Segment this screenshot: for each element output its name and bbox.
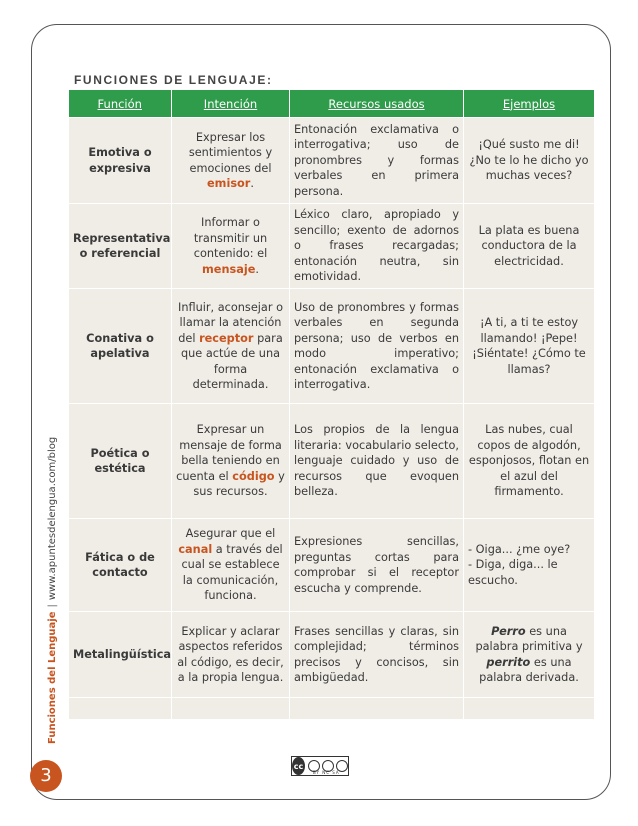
sidebar-brand: Funciones del Lenguaje — [47, 611, 58, 744]
resources-cell: Frases sencillas y claras, sin complejidad; términos precisos y concisos, sin ambigüedad. — [290, 612, 464, 698]
intention-keyword: receptor — [199, 331, 254, 345]
intention-keyword: código — [232, 469, 275, 483]
intention-text: . — [255, 262, 259, 276]
sidebar-credit — [47, 437, 58, 744]
table-row — [69, 612, 595, 698]
function-name: Metalingüística — [69, 612, 172, 698]
intention-text: . — [250, 177, 254, 190]
example-text: es una palabra derivada. — [479, 655, 579, 684]
example-keyword: Perro — [491, 624, 526, 638]
example-keyword: perrito — [486, 655, 531, 669]
intention-text: Influir, aconsejar o llamar la atención del — [178, 300, 283, 345]
header-recursos: Recursos usados — [290, 90, 464, 118]
page-title: FUNCIONES DE LENGUAJE: — [74, 73, 273, 87]
page-number: 3 — [30, 760, 62, 792]
example-text: es una palabra primitiva y — [475, 624, 583, 653]
intention-text: a través del cual se establece la comunicación, funciona. — [181, 542, 283, 603]
table-row — [69, 519, 595, 612]
header-funcion: Función — [69, 90, 172, 118]
intention-text: Expresar los sentimientos y emociones del — [188, 130, 273, 175]
example-cell — [464, 612, 595, 698]
sidebar-url[interactable]: www.apuntesdelengua.com/blog — [47, 436, 58, 601]
resources-cell: Léxico claro, apropiado y sencillo; exento de adornos o frases recargadas; entonación neutra, sin emotividad. — [290, 204, 464, 289]
intention-cell — [172, 204, 290, 289]
intention-text: Asegurar que el — [185, 527, 276, 541]
resources-cell: Uso de pronombres y formas verbales en segunda persona; uso de verbos en modo imperativo; entonación exclamativa o interrogativa. — [290, 289, 464, 404]
cc-license-badge[interactable] — [291, 756, 349, 776]
example-line: - Diga, diga... le escucho. — [468, 558, 558, 587]
intention-cell — [172, 404, 290, 519]
example-cell: ¡A ti, a ti te estoy llamando! ¡Pepe! ¡Siéntate! ¿Cómo te llamas? — [464, 289, 595, 404]
empty-cell — [69, 698, 172, 720]
table-row-empty — [69, 698, 595, 720]
example-cell — [464, 519, 595, 612]
intention-keyword: mensaje — [202, 262, 256, 276]
function-name: Representativa o referencial — [69, 204, 172, 289]
empty-cell — [464, 698, 595, 720]
example-cell: Las nubes, cual copos de algodón, esponjosos, flotan en el azul del firmamento. — [464, 404, 595, 519]
intention-keyword: emisor — [207, 177, 251, 190]
function-name: Emotiva o expresiva — [69, 118, 172, 204]
function-name: Conativa o apelativa — [69, 289, 172, 404]
empty-cell — [290, 698, 464, 720]
intention-keyword: canal — [178, 542, 213, 556]
license-labels: BY NC SA — [313, 770, 340, 775]
function-name: Poética o estética — [69, 404, 172, 519]
table-row — [69, 204, 595, 289]
resources-cell: Expresiones sencillas, preguntas cortas para comprobar si el receptor escucha y comprende. — [290, 519, 464, 612]
intention-text: Informar o transmitir un contenido: el — [193, 216, 268, 260]
header-ejemplos: Ejemplos — [464, 90, 595, 118]
function-name: Fática o de contacto — [69, 519, 172, 612]
intention-cell — [172, 289, 290, 404]
table-row — [69, 404, 595, 519]
resources-cell: Los propios de la lengua literaria: vocabulario selecto, lenguaje cuidado y uso de recursos que evoquen belleza. — [290, 404, 464, 519]
table-row — [69, 289, 595, 404]
intention-text: Expresar un mensaje de forma bella teniendo en cuenta el — [176, 423, 282, 483]
example-cell: ¡Qué susto me di! ¿No te lo he dicho yo muchas veces? — [464, 118, 595, 204]
intention-cell: Explicar y aclarar aspectos referidos al código, es decir, a la propia lengua. — [172, 612, 290, 698]
table-row — [69, 118, 595, 204]
table-header-row — [69, 90, 595, 118]
empty-cell — [172, 698, 290, 720]
sidebar-separator: | — [47, 604, 58, 608]
intention-text: para que actúe de una forma determinada. — [180, 331, 283, 391]
intention-cell — [172, 118, 290, 204]
intention-text: y sus recursos. — [193, 469, 285, 499]
resources-cell: Entonación exclamativa o interrogativa; uso de pronombres y formas verbales en primera persona. — [290, 118, 464, 204]
header-intencion: Intención — [172, 90, 290, 118]
example-line: - Oiga... ¿me oye? — [468, 542, 571, 556]
cc-logo-icon: cc — [292, 757, 305, 775]
example-cell: La plata es buena conductora de la electricidad. — [464, 204, 595, 289]
intention-cell — [172, 519, 290, 612]
functions-table — [68, 90, 595, 720]
